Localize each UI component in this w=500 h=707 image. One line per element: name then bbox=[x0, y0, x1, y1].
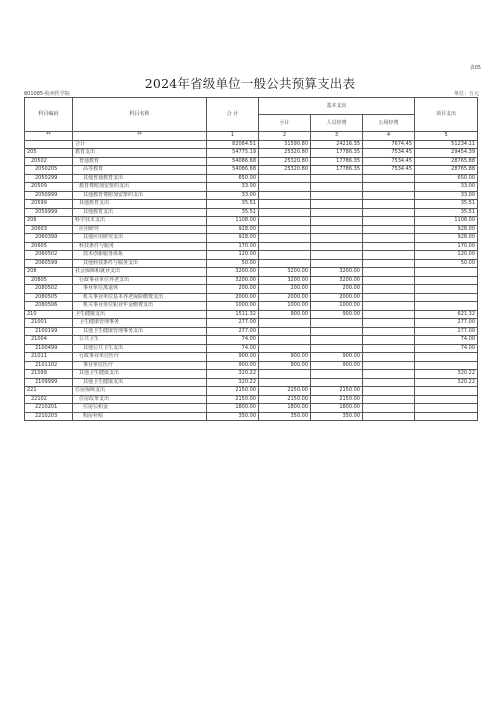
personnel-cell bbox=[311, 208, 363, 217]
project-cell bbox=[415, 276, 478, 285]
name-cell: 卫生健康支出 bbox=[73, 310, 207, 319]
code-cell: 21004 bbox=[25, 336, 73, 345]
name-cell: 住房改革支出 bbox=[73, 395, 207, 404]
name-cell: 普通教育 bbox=[73, 157, 207, 166]
name-cell: 行政事业单位医疗 bbox=[73, 353, 207, 362]
table-header bbox=[25, 98, 478, 141]
project-cell bbox=[415, 285, 478, 294]
total-cell: 350.00 bbox=[207, 412, 259, 421]
public-cell bbox=[363, 412, 415, 421]
table-row bbox=[25, 387, 478, 396]
name-cell: 机关事业单位职业年金缴费支出 bbox=[73, 302, 207, 311]
name-cell: 其他教育支出 bbox=[73, 200, 207, 209]
code-cell: 2210203 bbox=[25, 412, 73, 421]
personnel-cell: 2150.00 bbox=[311, 395, 363, 404]
personnel-cell: 900.00 bbox=[311, 361, 363, 370]
project-cell: 33.00 bbox=[415, 183, 478, 192]
personnel-cell bbox=[311, 319, 363, 328]
subtotal-cell bbox=[259, 217, 311, 226]
personnel-cell bbox=[311, 200, 363, 209]
project-cell: 1108.00 bbox=[415, 217, 478, 226]
code-cell: 221 bbox=[25, 387, 73, 396]
total-cell: 54086.68 bbox=[207, 166, 259, 175]
public-cell bbox=[363, 183, 415, 192]
table-row bbox=[25, 395, 478, 404]
index-3: 3 bbox=[311, 132, 363, 141]
total-cell: 3200.00 bbox=[207, 276, 259, 285]
code-cell: 205 bbox=[25, 149, 73, 158]
table-body bbox=[25, 140, 478, 421]
personnel-cell bbox=[311, 225, 363, 234]
public-cell bbox=[363, 353, 415, 362]
personnel-cell: 24216.35 bbox=[311, 140, 363, 149]
project-cell: 74.00 bbox=[415, 336, 478, 345]
project-cell: 50.00 bbox=[415, 259, 478, 268]
total-cell: 2000.00 bbox=[207, 293, 259, 302]
project-cell bbox=[415, 353, 478, 362]
table-row bbox=[25, 412, 478, 421]
project-cell bbox=[415, 412, 478, 421]
table-row bbox=[25, 344, 478, 353]
table-row bbox=[25, 259, 478, 268]
total-cell: 2150.00 bbox=[207, 387, 259, 396]
public-cell bbox=[363, 378, 415, 387]
total-cell: 33.00 bbox=[207, 191, 259, 200]
table-row bbox=[25, 361, 478, 370]
code-cell: 2060399 bbox=[25, 234, 73, 243]
public-cell bbox=[363, 327, 415, 336]
table-row bbox=[25, 208, 478, 217]
name-cell: 科技条件与服务 bbox=[73, 242, 207, 251]
subtotal-cell: 25320.80 bbox=[259, 157, 311, 166]
subtotal-cell: 3200.00 bbox=[259, 276, 311, 285]
project-cell bbox=[415, 387, 478, 396]
project-cell: 277.00 bbox=[415, 319, 478, 328]
subtotal-cell: 1000.00 bbox=[259, 302, 311, 311]
subtotal-cell bbox=[259, 183, 311, 192]
code-cell: 20502 bbox=[25, 157, 73, 166]
total-cell: 35.51 bbox=[207, 200, 259, 209]
total-cell: 1000.00 bbox=[207, 302, 259, 311]
code-cell: 210 bbox=[25, 310, 73, 319]
header-basic: 基本支出 bbox=[259, 98, 415, 115]
code-cell: 2101102 bbox=[25, 361, 73, 370]
project-cell bbox=[415, 361, 478, 370]
index-2: 2 bbox=[259, 132, 311, 141]
name-cell: 事业单位医疗 bbox=[73, 361, 207, 370]
table-row bbox=[25, 234, 478, 243]
subtotal-cell: 900.00 bbox=[259, 310, 311, 319]
public-cell bbox=[363, 217, 415, 226]
name-cell: 卫生健康管理事务 bbox=[73, 319, 207, 328]
public-cell bbox=[363, 234, 415, 243]
total-cell: 2150.00 bbox=[207, 395, 259, 404]
name-cell: 住房保障支出 bbox=[73, 387, 207, 396]
table-row bbox=[25, 183, 478, 192]
table-row bbox=[25, 310, 478, 319]
public-cell bbox=[363, 251, 415, 260]
name-cell: 其他卫生健康支出 bbox=[73, 378, 207, 387]
code-cell: 2060599 bbox=[25, 259, 73, 268]
total-cell: 277.00 bbox=[207, 327, 259, 336]
public-cell bbox=[363, 285, 415, 294]
code-cell: 21001 bbox=[25, 319, 73, 328]
personnel-cell bbox=[311, 344, 363, 353]
code-cell: 2060502 bbox=[25, 251, 73, 260]
code-cell: 20599 bbox=[25, 200, 73, 209]
personnel-cell: 17786.35 bbox=[311, 149, 363, 158]
personnel-cell bbox=[311, 183, 363, 192]
project-cell: 28765.88 bbox=[415, 157, 478, 166]
public-cell bbox=[363, 310, 415, 319]
document-title: 2024年省级单位一般公共预算支出表 bbox=[144, 76, 356, 91]
personnel-cell bbox=[311, 217, 363, 226]
public-cell bbox=[363, 191, 415, 200]
header-code: 科目编码 bbox=[25, 98, 73, 132]
total-cell: 320.22 bbox=[207, 378, 259, 387]
code-cell: 2080502 bbox=[25, 285, 73, 294]
code-cell: 21011 bbox=[25, 353, 73, 362]
public-cell bbox=[363, 225, 415, 234]
subtotal-cell: 2150.00 bbox=[259, 387, 311, 396]
code-cell: 2109999 bbox=[25, 378, 73, 387]
table-row bbox=[25, 140, 478, 149]
subtotal-cell bbox=[259, 327, 311, 336]
index-name: ** bbox=[73, 132, 207, 141]
currency-label: 单位：万元 bbox=[453, 91, 479, 97]
total-cell: 1511.32 bbox=[207, 310, 259, 319]
total-cell: 3200.00 bbox=[207, 268, 259, 277]
subtotal-cell: 1800.00 bbox=[259, 404, 311, 413]
name-cell: 高等教育 bbox=[73, 166, 207, 175]
page-code: 表05 bbox=[469, 65, 481, 71]
public-cell bbox=[363, 208, 415, 217]
table-row bbox=[25, 242, 478, 251]
table-row bbox=[25, 166, 478, 175]
personnel-cell: 900.00 bbox=[311, 310, 363, 319]
total-cell: 54775.19 bbox=[207, 149, 259, 158]
personnel-cell bbox=[311, 251, 363, 260]
budget-table bbox=[24, 97, 478, 421]
subtotal-cell bbox=[259, 378, 311, 387]
name-cell: 科学技术支出 bbox=[73, 217, 207, 226]
project-cell bbox=[415, 268, 478, 277]
index-row bbox=[25, 132, 478, 141]
code-cell: 2050999 bbox=[25, 191, 73, 200]
index-4: 4 bbox=[363, 132, 415, 141]
header-public: 公用经费 bbox=[363, 115, 415, 132]
subtotal-cell: 31590.80 bbox=[259, 140, 311, 149]
code-cell: 2050299 bbox=[25, 174, 73, 183]
code-cell: 206 bbox=[25, 217, 73, 226]
table-row bbox=[25, 217, 478, 226]
name-cell: 其他应用研究支出 bbox=[73, 234, 207, 243]
name-cell: 事业单位离退休 bbox=[73, 285, 207, 294]
subtotal-cell: 350.00 bbox=[259, 412, 311, 421]
table-row bbox=[25, 225, 478, 234]
project-cell: 170.00 bbox=[415, 242, 478, 251]
subtotal-cell bbox=[259, 344, 311, 353]
code-cell: 2100499 bbox=[25, 344, 73, 353]
code-cell: 2100199 bbox=[25, 327, 73, 336]
table-row bbox=[25, 268, 478, 277]
subtotal-cell bbox=[259, 174, 311, 183]
public-cell bbox=[363, 242, 415, 251]
project-cell: 928.00 bbox=[415, 234, 478, 243]
personnel-cell: 3200.00 bbox=[311, 268, 363, 277]
public-cell: 7674.45 bbox=[363, 140, 415, 149]
total-cell: 82084.51 bbox=[207, 140, 259, 149]
project-cell: 277.00 bbox=[415, 327, 478, 336]
personnel-cell bbox=[311, 191, 363, 200]
total-cell: 33.00 bbox=[207, 183, 259, 192]
project-cell: 35.51 bbox=[415, 200, 478, 209]
name-cell: 教育费附加安排的支出 bbox=[73, 183, 207, 192]
code-cell: 2210201 bbox=[25, 404, 73, 413]
header-personnel: 人员经费 bbox=[311, 115, 363, 132]
code-cell: 208 bbox=[25, 268, 73, 277]
name-cell: 其他普通教育支出 bbox=[73, 174, 207, 183]
name-cell: 技术创新服务体系 bbox=[73, 251, 207, 260]
name-cell: 其他卫生健康支出 bbox=[73, 370, 207, 379]
name-cell: 购房补贴 bbox=[73, 412, 207, 421]
total-cell: 74.00 bbox=[207, 344, 259, 353]
header-name: 科目名称 bbox=[73, 98, 207, 132]
total-cell: 928.00 bbox=[207, 234, 259, 243]
subtotal-cell bbox=[259, 225, 311, 234]
personnel-cell bbox=[311, 327, 363, 336]
project-cell: 74.00 bbox=[415, 344, 478, 353]
public-cell bbox=[363, 302, 415, 311]
project-cell bbox=[415, 395, 478, 404]
name-cell: 行政事业单位养老支出 bbox=[73, 276, 207, 285]
name-cell: 合计 bbox=[73, 140, 207, 149]
code-cell: 20605 bbox=[25, 242, 73, 251]
table-row bbox=[25, 302, 478, 311]
personnel-cell: 350.00 bbox=[311, 412, 363, 421]
name-cell: 其他卫生健康管理事务支出 bbox=[73, 327, 207, 336]
personnel-cell bbox=[311, 370, 363, 379]
public-cell bbox=[363, 387, 415, 396]
subtotal-cell bbox=[259, 242, 311, 251]
name-cell: 其他教育支出 bbox=[73, 208, 207, 217]
public-cell bbox=[363, 319, 415, 328]
project-cell: 928.00 bbox=[415, 225, 478, 234]
project-cell: 650.00 bbox=[415, 174, 478, 183]
subtotal-cell bbox=[259, 259, 311, 268]
project-cell: 51234.11 bbox=[415, 140, 478, 149]
project-cell: 120.00 bbox=[415, 251, 478, 260]
personnel-cell bbox=[311, 242, 363, 251]
code-cell bbox=[25, 140, 73, 149]
total-cell: 650.00 bbox=[207, 174, 259, 183]
subtotal-cell: 2000.00 bbox=[259, 293, 311, 302]
index-5: 5 bbox=[415, 132, 478, 141]
personnel-cell bbox=[311, 378, 363, 387]
public-cell bbox=[363, 259, 415, 268]
table-row bbox=[25, 174, 478, 183]
public-cell bbox=[363, 361, 415, 370]
public-cell bbox=[363, 293, 415, 302]
name-cell: 其他科技条件与服务支出 bbox=[73, 259, 207, 268]
subtotal-cell bbox=[259, 251, 311, 260]
personnel-cell bbox=[311, 259, 363, 268]
index-1: 1 bbox=[207, 132, 259, 141]
project-cell: 320.22 bbox=[415, 378, 478, 387]
project-cell bbox=[415, 404, 478, 413]
total-cell: 900.00 bbox=[207, 361, 259, 370]
table-row bbox=[25, 200, 478, 209]
personnel-cell: 1000.00 bbox=[311, 302, 363, 311]
table-row bbox=[25, 404, 478, 413]
subtotal-cell: 900.00 bbox=[259, 361, 311, 370]
table-row bbox=[25, 336, 478, 345]
total-cell: 54086.68 bbox=[207, 157, 259, 166]
header-project: 项目支出 bbox=[415, 98, 478, 132]
subtotal-cell bbox=[259, 336, 311, 345]
project-cell: 33.00 bbox=[415, 191, 478, 200]
code-cell: 20603 bbox=[25, 225, 73, 234]
project-cell: 621.32 bbox=[415, 310, 478, 319]
code-cell: 2050205 bbox=[25, 166, 73, 175]
subtotal-cell bbox=[259, 200, 311, 209]
personnel-cell: 2000.00 bbox=[311, 293, 363, 302]
total-cell: 35.51 bbox=[207, 208, 259, 217]
project-cell: 35.51 bbox=[415, 208, 478, 217]
public-cell bbox=[363, 404, 415, 413]
name-cell: 其他教育费附加安排的支出 bbox=[73, 191, 207, 200]
total-cell: 200.00 bbox=[207, 285, 259, 294]
table-row bbox=[25, 370, 478, 379]
public-cell: 7534.45 bbox=[363, 149, 415, 158]
public-cell: 7534.45 bbox=[363, 166, 415, 175]
personnel-cell: 17786.35 bbox=[311, 166, 363, 175]
subtotal-cell bbox=[259, 234, 311, 243]
total-cell: 50.00 bbox=[207, 259, 259, 268]
subtotal-cell bbox=[259, 370, 311, 379]
public-cell bbox=[363, 344, 415, 353]
public-cell bbox=[363, 276, 415, 285]
code-cell: 20805 bbox=[25, 276, 73, 285]
table-row bbox=[25, 378, 478, 387]
table-row bbox=[25, 285, 478, 294]
personnel-cell bbox=[311, 336, 363, 345]
personnel-cell bbox=[311, 174, 363, 183]
subtotal-cell bbox=[259, 208, 311, 217]
total-cell: 277.00 bbox=[207, 319, 259, 328]
name-cell: 公共卫生 bbox=[73, 336, 207, 345]
public-cell bbox=[363, 200, 415, 209]
project-cell bbox=[415, 302, 478, 311]
table-row bbox=[25, 149, 478, 158]
table-row bbox=[25, 191, 478, 200]
personnel-cell: 3200.00 bbox=[311, 276, 363, 285]
project-cell: 28765.88 bbox=[415, 166, 478, 175]
total-cell: 170.00 bbox=[207, 242, 259, 251]
subtotal-cell: 25320.80 bbox=[259, 149, 311, 158]
name-cell: 社会保障和就业支出 bbox=[73, 268, 207, 277]
table-row bbox=[25, 251, 478, 260]
table-row bbox=[25, 276, 478, 285]
personnel-cell: 200.00 bbox=[311, 285, 363, 294]
public-cell bbox=[363, 268, 415, 277]
code-cell: 21099 bbox=[25, 370, 73, 379]
total-cell: 120.00 bbox=[207, 251, 259, 260]
table-row bbox=[25, 327, 478, 336]
code-cell: 20509 bbox=[25, 183, 73, 192]
table-row bbox=[25, 293, 478, 302]
subtotal-cell: 3200.00 bbox=[259, 268, 311, 277]
project-cell bbox=[415, 293, 478, 302]
name-cell: 其他公共卫生支出 bbox=[73, 344, 207, 353]
project-cell: 320.22 bbox=[415, 370, 478, 379]
personnel-cell: 900.00 bbox=[311, 353, 363, 362]
personnel-cell bbox=[311, 234, 363, 243]
subtotal-cell: 900.00 bbox=[259, 353, 311, 362]
public-cell bbox=[363, 336, 415, 345]
name-cell: 教育支出 bbox=[73, 149, 207, 158]
public-cell bbox=[363, 370, 415, 379]
public-cell: 7534.45 bbox=[363, 157, 415, 166]
personnel-cell: 1800.00 bbox=[311, 404, 363, 413]
name-cell: 住房公积金 bbox=[73, 404, 207, 413]
code-cell: 2059999 bbox=[25, 208, 73, 217]
total-cell: 320.22 bbox=[207, 370, 259, 379]
subtotal-cell: 2150.00 bbox=[259, 395, 311, 404]
total-cell: 1800.00 bbox=[207, 404, 259, 413]
header-total: 合 计 bbox=[207, 98, 259, 132]
header-subtotal: 小计 bbox=[259, 115, 311, 132]
total-cell: 74.00 bbox=[207, 336, 259, 345]
public-cell bbox=[363, 395, 415, 404]
personnel-cell: 17786.35 bbox=[311, 157, 363, 166]
subtotal-cell bbox=[259, 191, 311, 200]
total-cell: 900.00 bbox=[207, 353, 259, 362]
project-cell: 29454.39 bbox=[415, 149, 478, 158]
name-cell: 机关事业单位基本养老保险缴费支出 bbox=[73, 293, 207, 302]
subtotal-cell: 200.00 bbox=[259, 285, 311, 294]
personnel-cell: 2150.00 bbox=[311, 387, 363, 396]
total-cell: 928.00 bbox=[207, 225, 259, 234]
table-row bbox=[25, 353, 478, 362]
total-cell: 1108.00 bbox=[207, 217, 259, 226]
code-cell: 2080505 bbox=[25, 293, 73, 302]
table-row bbox=[25, 157, 478, 166]
name-cell: 应用研究 bbox=[73, 225, 207, 234]
unit-label: 801085-杭州医学院 bbox=[24, 91, 70, 97]
code-cell: 2080506 bbox=[25, 302, 73, 311]
public-cell bbox=[363, 174, 415, 183]
subtotal-cell: 25320.80 bbox=[259, 166, 311, 175]
index-code: ** bbox=[25, 132, 73, 141]
code-cell: 22102 bbox=[25, 395, 73, 404]
subtotal-cell bbox=[259, 319, 311, 328]
table-row bbox=[25, 319, 478, 328]
